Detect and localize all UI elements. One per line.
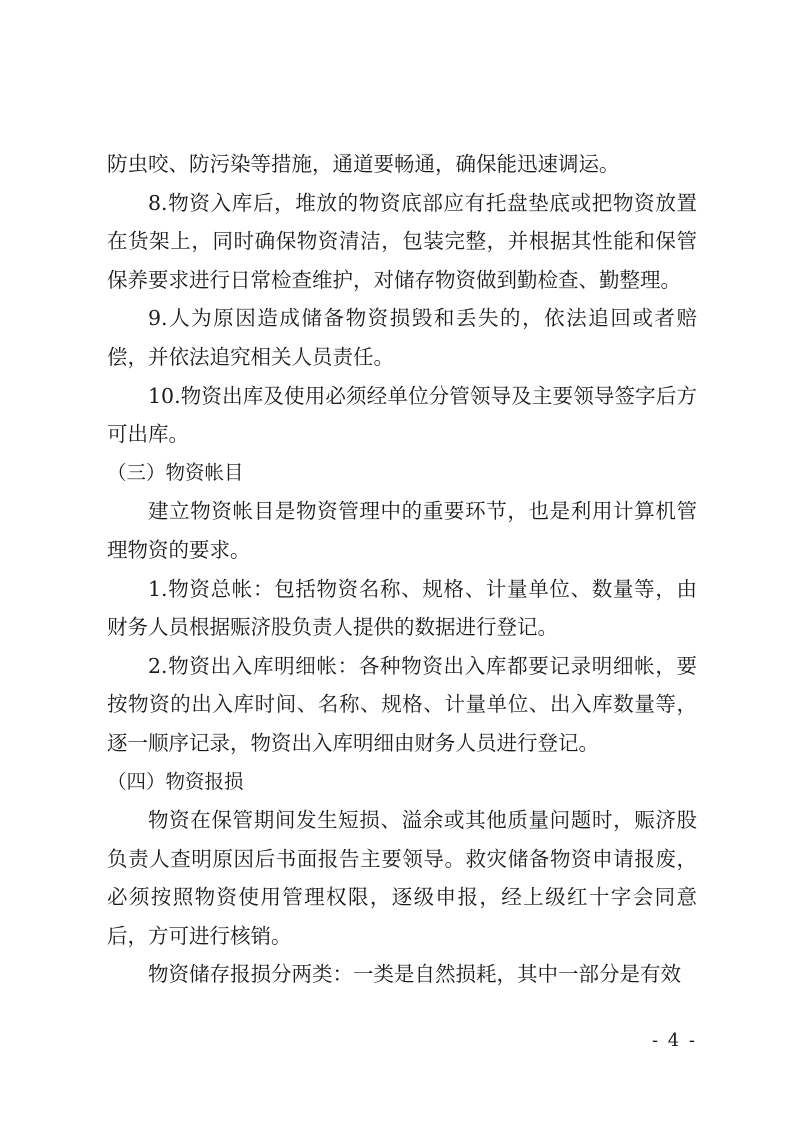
section-heading-losses: （四）物资报损 [107,769,244,793]
document-body [107,145,697,994]
section-heading-accounts: （三）物资帐目 [107,460,244,484]
continuation-paragraph: 防虫咬、防污染等措施，通道要畅通，确保能迅速调运。 [107,152,620,176]
paragraph-item-9: 9.人为原因造成储备物资损毁和丢失的，依法追回或者赔偿，并依法追究相关人员责任。 [107,306,697,369]
paragraph-loss-categories: 物资储存报损分两类：一类是自然损耗，其中一部分是有效 [148,962,681,987]
page-number: - 4 - [651,1030,697,1051]
paragraph-general-ledger: 1.物资总帐：包括物资名称、规格、计量单位、数量等，由财务人员根据赈济股负责人提供的数据进行登记。 [107,576,697,640]
paragraph-accounts-intro: 建立物资帐目是物资管理中的重要环节，也是利用计算机管理物资的要求。 [107,499,697,562]
paragraph-item-10: 10.物资出库及使用必须经单位分管领导及主要领导签字后方可出库。 [107,383,697,447]
paragraph-loss-reporting: 物资在保管期间发生短损、溢余或其他质量问题时，赈济股负责人查明原因后书面报告主要领导。救灾储备物资申请报废，必须按照物资使用管理权限，逐级申报，经上级红十字会同意后，方可进行核销。 [107,808,697,948]
paragraph-item-8: 8.物资入库后，堆放的物资底部应有托盘垫底或把物资放置在货架上，同时确保物资清洁，包装完整，并根据其性能和保管保养要求进行日常检查维护，对储存物资做到勤检查、勤整理。 [107,190,697,292]
paragraph-detail-ledger: 2.物资出入库明细帐：各种物资出入库都要记录明细帐，要按物资的出入库时间、名称、规格、计量单位、出入库数量等，逐一顺序记录，物资出入库明细由财务人员进行登记。 [107,653,697,755]
